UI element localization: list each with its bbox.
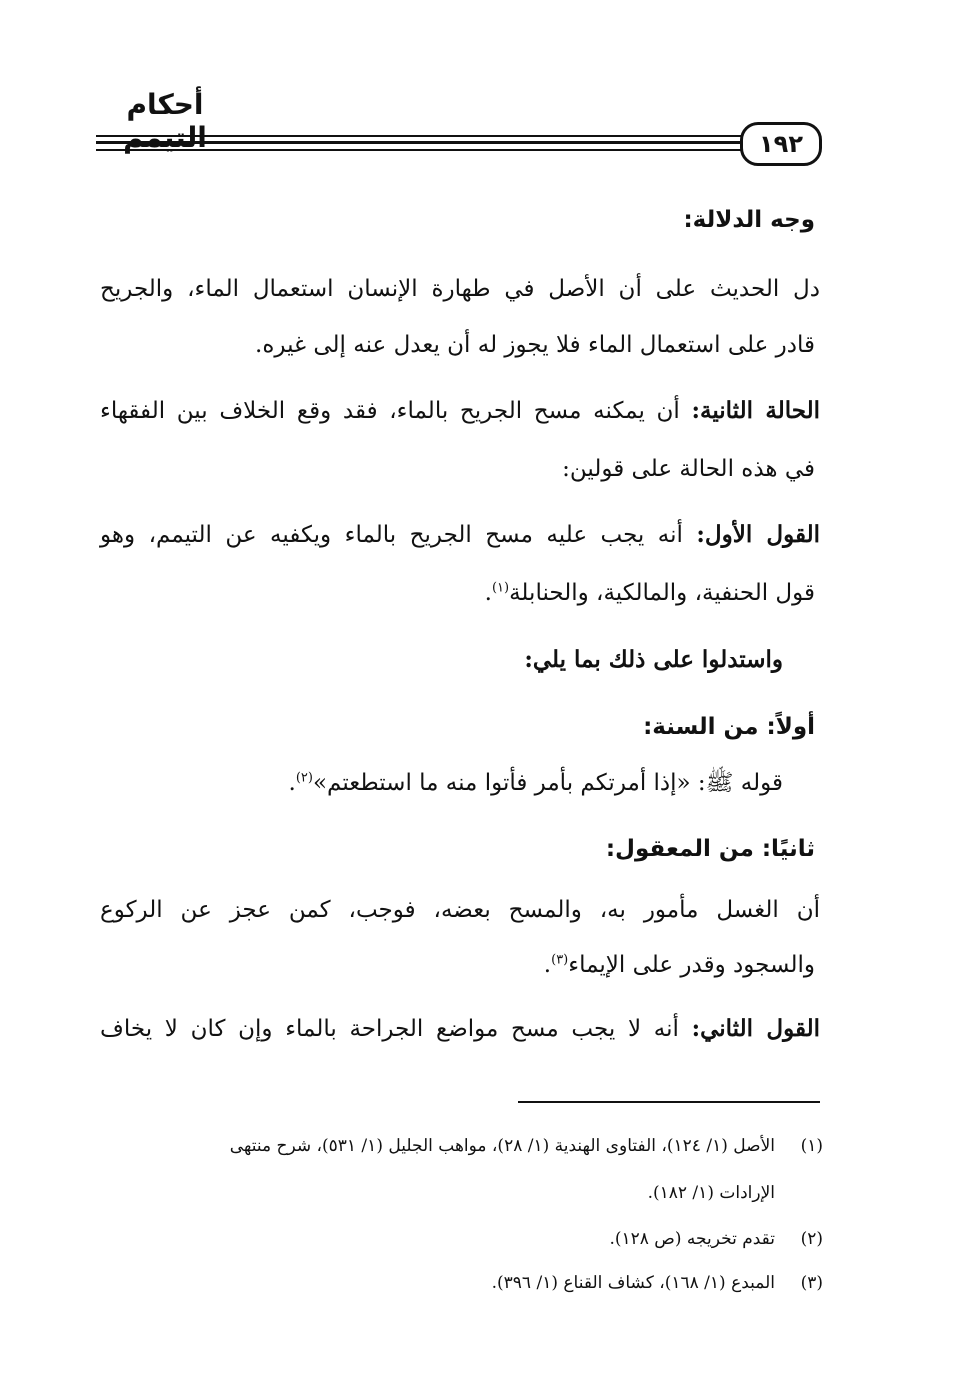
footnote-number: (٣) — [800, 1273, 823, 1293]
footnote-3 — [100, 1270, 823, 1296]
header-rule-bottom — [96, 149, 744, 151]
heading-reason: ثانيًا: من المعقول: — [605, 836, 815, 862]
footnote-2 — [100, 1226, 823, 1252]
paragraph-line — [100, 576, 815, 610]
line-text: والسجود وقدر على الإيماء — [568, 952, 815, 978]
line-end: . — [484, 580, 492, 606]
footnote-ref: (٣) — [551, 952, 569, 968]
case-label: الحالة الثانية: — [691, 397, 821, 424]
paragraph-line: واستدلوا على ذلك بما يلي: — [524, 646, 783, 673]
paragraph-line — [100, 948, 815, 982]
line-end: . — [288, 770, 296, 796]
header-rule-top — [96, 135, 744, 137]
page-number-badge — [740, 122, 822, 166]
footnote-ref: (١) — [491, 580, 510, 596]
opinion-label: القول الأول: — [696, 521, 820, 548]
heading-sunnah: أولاً: من السنة: — [643, 714, 815, 740]
paragraph-line — [100, 766, 783, 800]
line-end: . — [543, 952, 552, 978]
hadith-text: قوله ﷺ: «إذا أمرتكم بأمر فأتوا منه ما استطعتم» — [312, 770, 783, 796]
footnote-ref: (٢) — [295, 770, 313, 786]
page-number: ١٩٢ — [759, 130, 803, 158]
header-rule-middle — [96, 141, 744, 144]
footnote-text: تقدم تخريجه (ص ١٢٨). — [609, 1229, 775, 1249]
opinion-label: القول الثاني: — [691, 1015, 820, 1042]
running-header-title: أحكام التيمم — [123, 88, 207, 154]
footnote-number: (٢) — [800, 1229, 823, 1249]
footnote-1 — [100, 1133, 823, 1159]
line-text: قول الحنفية، والمالكية، والحنابلة — [509, 580, 815, 606]
heading-evidence: وجه الدلالة: — [683, 207, 815, 233]
paragraph-line: أن الغسل مأمور به، والمسح بعضه، فوجب، كمن عجز عن الركوع — [100, 897, 820, 923]
footnote-text: الأصل (١/ ١٢٤)، الفتاوى الهندية (١/ ٢٨)، مواهب الجليل (١/ ٥٣١)، شرح منتهى — [229, 1136, 775, 1156]
paragraph-line: في هذه الحالة على قولين: — [562, 456, 815, 482]
footnote-separator — [518, 1101, 820, 1103]
footnote-text: المبدع (١/ ١٦٨)، كشاف القناع (١/ ٣٩٦). — [491, 1273, 775, 1293]
paragraph-line — [100, 1012, 820, 1046]
footnote-number: (١) — [800, 1136, 823, 1156]
opinion-text: أنه لا يجب مسح مواضع الجراحة بالماء وإن كان لا يخاف — [100, 1016, 692, 1042]
case-text: أن يمكنه مسح الجريح بالماء، فقد وقع الخلاف بين الفقهاء — [100, 398, 692, 424]
footnote-1-continuation: الإرادات (١/ ١٨٢). — [647, 1183, 775, 1203]
opinion-text: أنه يجب عليه مسح الجريح بالماء ويكفيه عن التيمم، وهو — [100, 522, 697, 548]
paragraph-line: قادر على استعمال الماء فلا يجوز له أن يعدل عنه إلى غيره. — [255, 332, 815, 358]
paragraph-line: دل الحديث على أن الأصل في طهارة الإنسان استعمال الماء، والجريح — [100, 276, 820, 302]
paragraph-line — [100, 518, 820, 552]
paragraph-line — [100, 394, 820, 428]
